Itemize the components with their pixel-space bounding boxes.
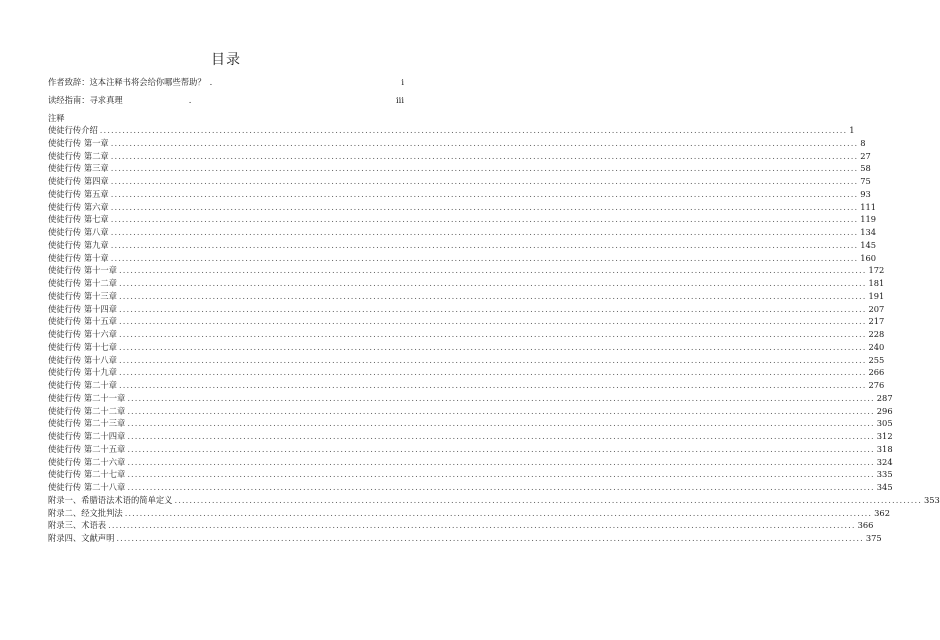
toc-entry[interactable] xyxy=(48,213,877,225)
toc-entry-label: 使徒行传 第五章 xyxy=(48,188,109,199)
toc-entry-label: 使徒行传 第二十章 xyxy=(48,380,118,390)
toc-entry-page: 305 xyxy=(876,418,893,429)
toc-entry-page: 207 xyxy=(868,303,885,314)
toc-entry-label: 使徒行传 第十一章 xyxy=(48,265,118,276)
toc-entry-page: iii xyxy=(396,95,404,105)
toc-entry[interactable] xyxy=(48,417,893,429)
toc-dot-leader: ........................................................................................................................................................................................................ xyxy=(110,214,859,225)
toc-entry-page: 345 xyxy=(876,482,893,492)
toc-entry[interactable] xyxy=(48,341,885,353)
toc-dot-leader: ........................................................................................................................................................................................................ xyxy=(119,290,867,301)
toc-entry-page: 119 xyxy=(860,214,877,225)
toc-entry-page: 172 xyxy=(868,265,885,276)
toc-entry[interactable] xyxy=(48,532,882,544)
toc-entry-label: 附录一、希腊语法术语的简单定义 xyxy=(48,494,173,505)
toc-entry[interactable] xyxy=(48,201,877,213)
toc-entry[interactable] xyxy=(48,481,893,493)
toc-dot-leader: ........................................................................................................................................................................................................ xyxy=(127,456,875,467)
toc-front-entry[interactable] xyxy=(48,94,404,106)
toc-entry-label: 使徒行传 第十八章 xyxy=(48,354,118,365)
toc-dot-leader: ........................................................................................................................................................................................................ xyxy=(119,354,867,365)
toc-entry-page: i xyxy=(401,77,404,87)
toc-entry-page: 335 xyxy=(876,469,893,480)
toc-entry-page: 228 xyxy=(868,329,885,339)
toc-dot-leader: ........................................................................................................................................................................................................ xyxy=(110,163,859,174)
toc-entry-label: 使徒行传 第十七章 xyxy=(48,341,118,352)
toc-dot-leader: ........................................................................................................................................................................................................ xyxy=(119,380,867,390)
toc-entry[interactable] xyxy=(48,290,885,302)
toc-dot-leader: ........................................................................................................................................................................................................ xyxy=(127,482,875,492)
toc-entry-label: 使徒行传 第七章 xyxy=(48,214,109,225)
toc-dot-leader: ........................................................................................................................................................................................................ xyxy=(110,137,859,148)
toc-entry-label: 使徒行传 第二十二章 xyxy=(48,405,126,416)
toc-entry[interactable] xyxy=(48,354,885,366)
toc-entry-label: 使徒行传 第三章 xyxy=(48,163,109,174)
toc-entry-page: 27 xyxy=(860,150,871,161)
toc-entry-label: 使徒行传 第一章 xyxy=(48,137,109,148)
toc-front-entry[interactable] xyxy=(48,76,404,88)
toc-entry-page: 366 xyxy=(857,520,874,531)
toc-entry[interactable] xyxy=(48,175,871,187)
toc-dot-leader: ........................................................................................................................................................................................................ xyxy=(116,533,864,543)
toc-entry-page: 276 xyxy=(868,380,885,390)
toc-dot-leader: ........................................................................................................................................................................................................ xyxy=(119,341,867,352)
section-label: 注释 xyxy=(48,113,65,123)
toc-entry-label: 附录四、文献声明 xyxy=(48,533,115,543)
toc-entry-label: 使徒行传 第二十三章 xyxy=(48,418,126,429)
toc-entry-label: 使徒行传 第二章 xyxy=(48,150,109,161)
toc-entry-page: 191 xyxy=(868,290,885,301)
toc-dot-leader: ........................................................................................................................................................................................................ xyxy=(127,443,875,454)
toc-dot-leader: ........................................................................................................................................................................................................ xyxy=(110,239,859,250)
toc-entry-label: 使徒行传 第十三章 xyxy=(48,290,118,301)
toc-dot-leader: ........................................................................................................................................................................................................ xyxy=(127,418,875,429)
toc-entry-page: 8 xyxy=(860,137,866,148)
toc-entry[interactable] xyxy=(48,252,877,264)
toc-dot-leader: ........................................................................................................................................................................................................ xyxy=(124,507,873,518)
toc-entry[interactable] xyxy=(48,379,885,391)
toc-entry-page: 75 xyxy=(860,176,871,186)
toc-entry[interactable] xyxy=(48,303,885,315)
toc-entry[interactable] xyxy=(48,366,885,378)
toc-entry-label: 使徒行传介绍 xyxy=(48,125,98,135)
toc-entry-label: 使徒行传 第二十一章 xyxy=(48,392,126,403)
toc-dot-leader: ........................................................................................................................................................................................................ xyxy=(127,405,875,416)
toc-entry[interactable] xyxy=(48,392,893,404)
toc-dot-leader: ........................................................................................................................................................................................................ xyxy=(119,278,867,288)
toc-entry-label: 使徒行传 第二十五章 xyxy=(48,443,126,454)
toc-entry-page: 296 xyxy=(876,405,893,416)
toc-entry-label: 使徒行传 第二十四章 xyxy=(48,431,126,441)
toc-entry-page: 93 xyxy=(860,188,871,199)
toc-entry-page: 181 xyxy=(868,278,885,288)
toc-entry-page: 58 xyxy=(860,163,871,174)
toc-entry[interactable] xyxy=(48,405,893,417)
toc-entry-dot: . xyxy=(209,77,213,87)
toc-entry[interactable] xyxy=(48,507,890,519)
toc-dot-leader: ........................................................................................................................................................................................................ xyxy=(119,367,867,378)
toc-dot-leader: ........................................................................................................................................................................................................ xyxy=(127,431,875,441)
toc-entry-label: 使徒行传 第四章 xyxy=(48,176,109,186)
toc-entry[interactable] xyxy=(48,188,871,200)
toc-entry[interactable] xyxy=(48,456,893,468)
toc-dot-leader: ........................................................................................................................................................................................................ xyxy=(110,188,859,199)
toc-entry-label: 使徒行传 第十二章 xyxy=(48,278,118,288)
toc-entry-label: 使徒行传 第九章 xyxy=(48,239,109,250)
toc-entry[interactable] xyxy=(48,137,866,149)
toc-dot-leader: ........................................................................................................................................................................................................ xyxy=(174,494,922,505)
toc-entry[interactable] xyxy=(48,150,871,162)
toc-entry-label: 使徒行传 第十九章 xyxy=(48,367,118,378)
toc-entry-label: 作者致辞：这本注释书将会给你哪些帮助？ xyxy=(48,77,206,87)
toc-entry[interactable] xyxy=(48,124,855,136)
toc-entry[interactable] xyxy=(48,277,885,289)
toc-entry[interactable] xyxy=(48,239,877,251)
toc-entry-label: 附录二、经文批判法 xyxy=(48,507,123,518)
toc-entry-label: 使徒行传 第六章 xyxy=(48,201,109,212)
toc-dot-leader: ........................................................................................................................................................................................................ xyxy=(127,392,875,403)
toc-entry-label: 使徒行传 第十六章 xyxy=(48,329,118,339)
toc-dot-leader: ........................................................................................................................................................................................................ xyxy=(110,227,859,237)
toc-entry-page: 353 xyxy=(923,494,940,505)
toc-dot-leader: ........................................................................................................................................................................................................ xyxy=(119,316,867,327)
toc-dot-leader: ........................................................................................................................................................................................................ xyxy=(119,303,867,314)
toc-entry-page: 145 xyxy=(860,239,877,250)
toc-entry[interactable] xyxy=(48,443,893,455)
toc-entry-page: 362 xyxy=(874,507,890,518)
toc-entry-label: 使徒行传 第二十八章 xyxy=(48,482,126,492)
toc-entry-page: 255 xyxy=(868,354,885,365)
toc-dot-leader: ........................................................................................................................................................................................................ xyxy=(110,150,859,161)
toc-entry-dot: . xyxy=(188,95,192,105)
toc-entry-label: 附录三、术语表 xyxy=(48,520,107,531)
toc-entry[interactable] xyxy=(48,494,940,506)
toc-entry-page: 160 xyxy=(860,252,877,263)
toc-entry-label: 使徒行传 第二十七章 xyxy=(48,469,126,480)
toc-entry-label: 使徒行传 第十章 xyxy=(48,252,109,263)
toc-entry-page: 111 xyxy=(860,201,877,212)
toc-entry-page: 318 xyxy=(876,443,893,454)
toc-entry[interactable] xyxy=(48,519,874,531)
toc-entry-label: 读经指南：寻求真理 xyxy=(48,95,123,105)
page-title: 目录 xyxy=(211,52,241,68)
toc-dot-leader: ........................................................................................................................................................................................................ xyxy=(99,125,848,135)
toc-entry-page: 134 xyxy=(860,227,877,237)
toc-dot-leader: ........................................................................................................................................................................................................ xyxy=(110,201,859,212)
toc-entry[interactable] xyxy=(48,226,877,238)
toc-dot-leader: ........................................................................................................................................................................................................ xyxy=(110,252,859,263)
toc-entry-label: 使徒行传 第八章 xyxy=(48,227,109,237)
toc-entry-page: 1 xyxy=(849,125,855,135)
toc-entry-page: 240 xyxy=(868,341,885,352)
toc-entry-label: 使徒行传 第二十六章 xyxy=(48,456,126,467)
toc-dot-leader: ........................................................................................................................................................................................................ xyxy=(119,329,867,339)
toc-entry[interactable] xyxy=(48,162,871,174)
toc-entry-label: 使徒行传 第十四章 xyxy=(48,303,118,314)
toc-dot-leader: ........................................................................................................................................................................................................ xyxy=(108,520,856,531)
toc-entry[interactable] xyxy=(48,315,885,327)
toc-entry[interactable] xyxy=(48,264,885,276)
toc-entry-page: 324 xyxy=(876,456,893,467)
toc-dot-leader: ........................................................................................................................................................................................................ xyxy=(110,176,859,186)
toc-entry-page: 375 xyxy=(865,533,882,543)
toc-dot-leader: ........................................................................................................................................................................................................ xyxy=(127,469,875,480)
toc-entry[interactable] xyxy=(48,430,893,442)
toc-entry[interactable] xyxy=(48,328,885,340)
toc-dot-leader: ........................................................................................................................................................................................................ xyxy=(119,265,867,276)
toc-entry-page: 287 xyxy=(876,392,893,403)
toc-entry-page: 217 xyxy=(868,316,885,327)
toc-entry[interactable] xyxy=(48,468,893,480)
toc-entry-label: 使徒行传 第十五章 xyxy=(48,316,118,327)
toc-entry-page: 312 xyxy=(876,431,893,441)
toc-entry-page: 266 xyxy=(868,367,885,378)
